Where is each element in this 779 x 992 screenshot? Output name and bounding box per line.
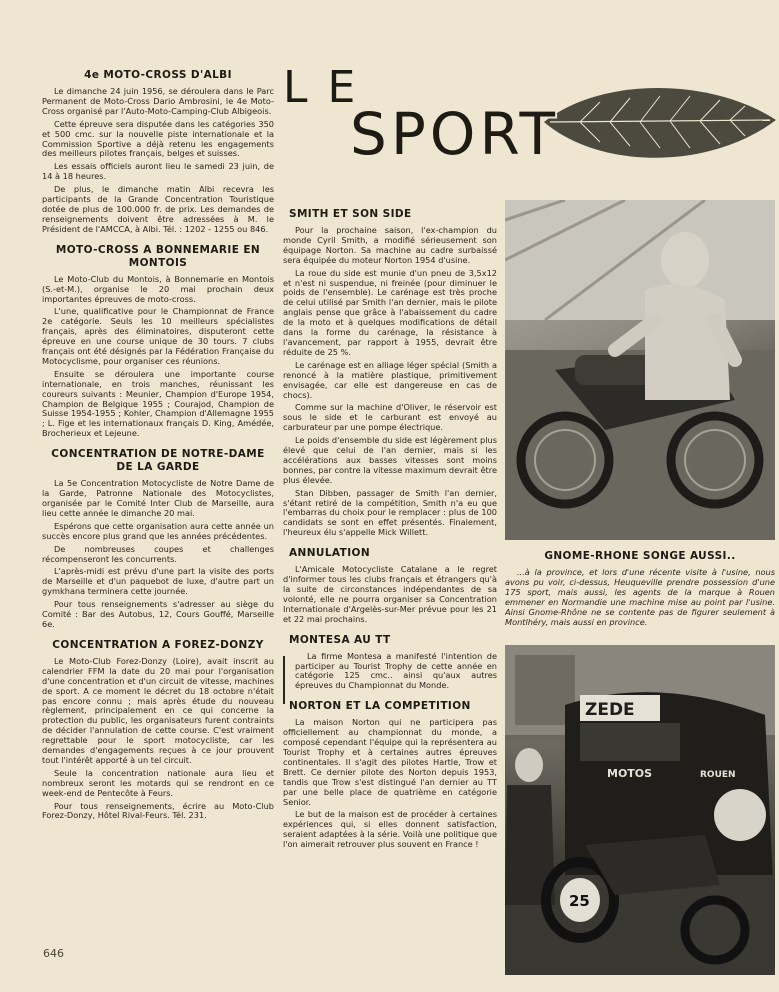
article-title-bonnemarie: MOTO-CROSS A BONNEMARIE EN MONTOIS [55, 243, 261, 269]
bracket-ornament [283, 656, 291, 704]
article-title-montesa: MONTESA AU TT [289, 633, 391, 646]
paragraph: Pour tous renseignements, écrire au Moto-Club Forez-Donzy, Hôtel Rival-Feurs. Tél. 231. [42, 800, 274, 821]
column-right-caption [505, 548, 775, 638]
article-title-annulation: ANNULATION [289, 547, 371, 560]
paragraph: L'après-midi est prévu d'une part la visite des ports de Marseille et d'un paquebot de luxe, d'autre part un gymkhana terminera cette journée. [42, 566, 274, 597]
paragraph: Ensuite se déroulera une importante course internationale, en trois manches, réunissant les coureurs suivants : Meunier, Champion d'Europe 1954, Champion de Belgique 1955 ; Courajod, Champion de Suisse 1954-1955 ; Kohler, Champion d'Allemagne 1955 ; L. Fige et les internationaux français D. King, Amédée, Brocherieux et Lejeune. [42, 368, 274, 439]
paragraph: Comme sur la machine d'Oliver, le réservoir est sous le side et le carburant est envoyé au carburateur par une pompe électrique. [283, 402, 497, 433]
paragraph: Stan Dibben, passager de Smith l'an dernier, s'étant retiré de la compétition, Smith n'a eu que l'embarras du choix pour le remplacer : plus de 100 candidats se sont en effet présentés. Finalement, l'heureux élu s'appelle Mick Willett. [283, 487, 497, 538]
paragraph: L'Amicale Motocycliste Catalane a le regret d'informer tous les clubs français et étrangers qu'à la suite de circonstances indépendantes de sa volonté, elle ne pourra organiser sa Concentration Internationale d'Argelès-sur-Mer prévue pour les 21 et 22 mai prochains. [283, 564, 497, 624]
column-left [42, 60, 274, 965]
van-text-rouen: ROUEN [700, 770, 736, 780]
paragraph: De plus, le dimanche matin Albi recevra les participants de la Grande Concentration Touristique dotée de plus de 100.000 fr. de prix. Les demandes de renseignements doivent être adressées à M. le Président de l'AMCCA, à Albi. Tél. : 1202 - 1255 ou 846. [42, 184, 274, 234]
article-title-gnome-rhone: GNOME-RHONE SONGE AUSSI.. [544, 550, 736, 562]
paragraph: Pour tous renseignements s'adresser au siège du Comité : Bar des Autobus, 12, Cours Gouffé, Marseille 6e. [42, 599, 274, 629]
paragraph: Le dimanche 24 juin 1956, se déroulera dans le Parc Permanent de Moto-Cross Dario Ambrosini, le 4e Moto-Cross organisé par l'Auto-Moto-Camping-Club Albigeois. [42, 86, 274, 116]
article-title-norton: NORTON ET LA COMPETITION [289, 700, 471, 713]
paragraph: Cette épreuve sera disputée dans les catégories 350 et 500 cmc. sur la nouvelle piste internationale et la Commission Sportive a déjà retenu les engagements des meilleurs pilotes français, belges et suisses. [42, 118, 274, 159]
paragraph: La 5e Concentration Motocycliste de Notre Dame de la Garde, Patronne Nationale des Motocyclistes, organisée par le Comité Inter Club de Marseille, aura lieu cette année le dimanche 20 mai. [42, 478, 274, 518]
leaf-ornament-icon [540, 82, 779, 182]
paragraph: Le but de la maison est de procéder à certaines expériences qui, si elles donnent satisfaction, seraient adaptées à la série. Voilà une politique que l'on aimerait retrouver plus souvent en France ! [283, 809, 497, 850]
paragraph: Le carénage est en alliage léger spécial (Smith a renoncé à la matière plastique, primitivement envisagée, car elle est dangereuse en cas de chocs). [283, 359, 497, 400]
paragraph: ...à la province, et lors d'une récente visite à l'usine, nous avons pu voir, ci-dessus, Heuqueville prendre possession d'une 175 sport, mais aussi, les agents de la marque à Rouen emmener en Normandie une machine mise au point par l'usine. Ainsi Gnome-Rhône ne se contente pas de figurer seulement à Montlhéry, mais aussi en province. [505, 567, 775, 627]
article-title-albi: 4e MOTO-CROSS D'ALBI [84, 69, 232, 81]
article-title-smith: SMITH ET SON SIDE [289, 208, 412, 220]
paragraph: L'une, qualificative pour le Championnat de France 2e catégorie. Seuls les 10 meilleurs spécialistes français, après des éliminatoires, disputeront cette épreuve en une course unique de 30 tours. 7 clubs français ont été désignés par la Fédération Française du Motocyclisme, pour organiser ces réunions. [42, 306, 274, 366]
paragraph: Le Moto-Club Forez-Donzy (Loire), avait inscrit au calendrier FFM la date du 20 mai pour l'organisation d'une concentration et d'un circuit de vitesse, machines de sport. A ce moment le décret du 18 octobre n'était pas encore connu ; mais après étude du nouveau règlement, principalement en ce qui concerne la protection du public, les organisateurs furent contraints de décider l'annulation de cette course. C'est vraiment regrettable pour le sport motocycliste, car les demandes d'engagements reçues à ce jour prouvent tout l'intérêt apporté à un tel circuit. [42, 655, 274, 765]
section-title-sport: SPORT [350, 100, 559, 168]
column-middle [283, 199, 497, 969]
page-number: 646 [43, 947, 64, 960]
montesa-box [283, 652, 497, 692]
paragraph: La firme Montesa a manifesté l'intention de participer au Tourist Trophy de cette année en catégorie 125 cmc.. ainsi qu'aux autres épreuves du Championnat du Monde. [295, 650, 497, 691]
paragraph: Les essais officiels auront lieu le samedi 23 juin, de 14 à 18 heures. [42, 161, 274, 182]
paragraph: Pour la prochaine saison, l'ex-champion du monde Cyril Smith, a modifié sérieusement son équipage Norton. Sa machine au cadre surbaissé sera équipée du moteur Norton 1954 d'usine. [283, 225, 497, 265]
van-text-motos: MOTOS [607, 767, 653, 780]
photo-rider-motorcycle [505, 200, 775, 540]
photo-van-motorcycle [505, 645, 775, 975]
paragraph: La maison Norton qui ne participera pas officiellement au championnat du monde, a composé cependant l'équipe qui la représentera au Tourist Trophy et à certaines autres épreuves continentales. Il s'agit des pilotes Hartle, Trow et Brett. Ce dernier pilote des Norton depuis 1953, tandis que Trow s'est distingué l'an dernier au TT par une belle place de quatrième en catégorie Senior. [283, 717, 497, 807]
paragraph: Le poids d'ensemble du side est légèrement plus élevé que celui de l'an dernier, mais si les accélérations aux basses vitesses sont moins bonnes, par contre la vitesse maximum devrait être plus élevée. [283, 435, 497, 485]
race-number: 25 [569, 892, 590, 910]
paragraph: De nombreuses coupes et challenges récompenseront les concurrents. [42, 543, 274, 564]
van-sign-zede: ZEDE [585, 700, 635, 720]
paragraph: La roue du side est munie d'un pneu de 3,5x12 et n'est ni suspendue, ni freinée (pour diminuer le poids de l'ensemble). Le carénage est très proche de celui utilisé par Smith l'an dernier, mais le pilote anglais pense que grâce à l'abaissement du cadre de la moto et à quelques modifications de détail dans la forme du carénage, la résistance à l'avancement, par rapport à 1955, devrait être réduite de 25 %. [283, 267, 497, 357]
paragraph: Seule la concentration nationale aura lieu et nombreux seront les motards qui se rendront en ce week-end de Pentecôte à Feurs. [42, 767, 274, 798]
paragraph: Espérons que cette organisation aura cette année un succès encore plus grand que les années précédentes. [42, 520, 274, 541]
article-title-forez-donzy: CONCENTRATION A FOREZ-DONZY [52, 638, 264, 651]
section-title-le: LE [283, 62, 376, 113]
article-title-notre-dame: CONCENTRATION DE NOTRE-DAME DE LA GARDE [51, 448, 265, 474]
paragraph: Le Moto-Club du Montois, à Bonnemarie en Montois (S.-et-M.), organise le 20 mai prochain deux importantes épreuves de moto-cross. [42, 273, 274, 304]
